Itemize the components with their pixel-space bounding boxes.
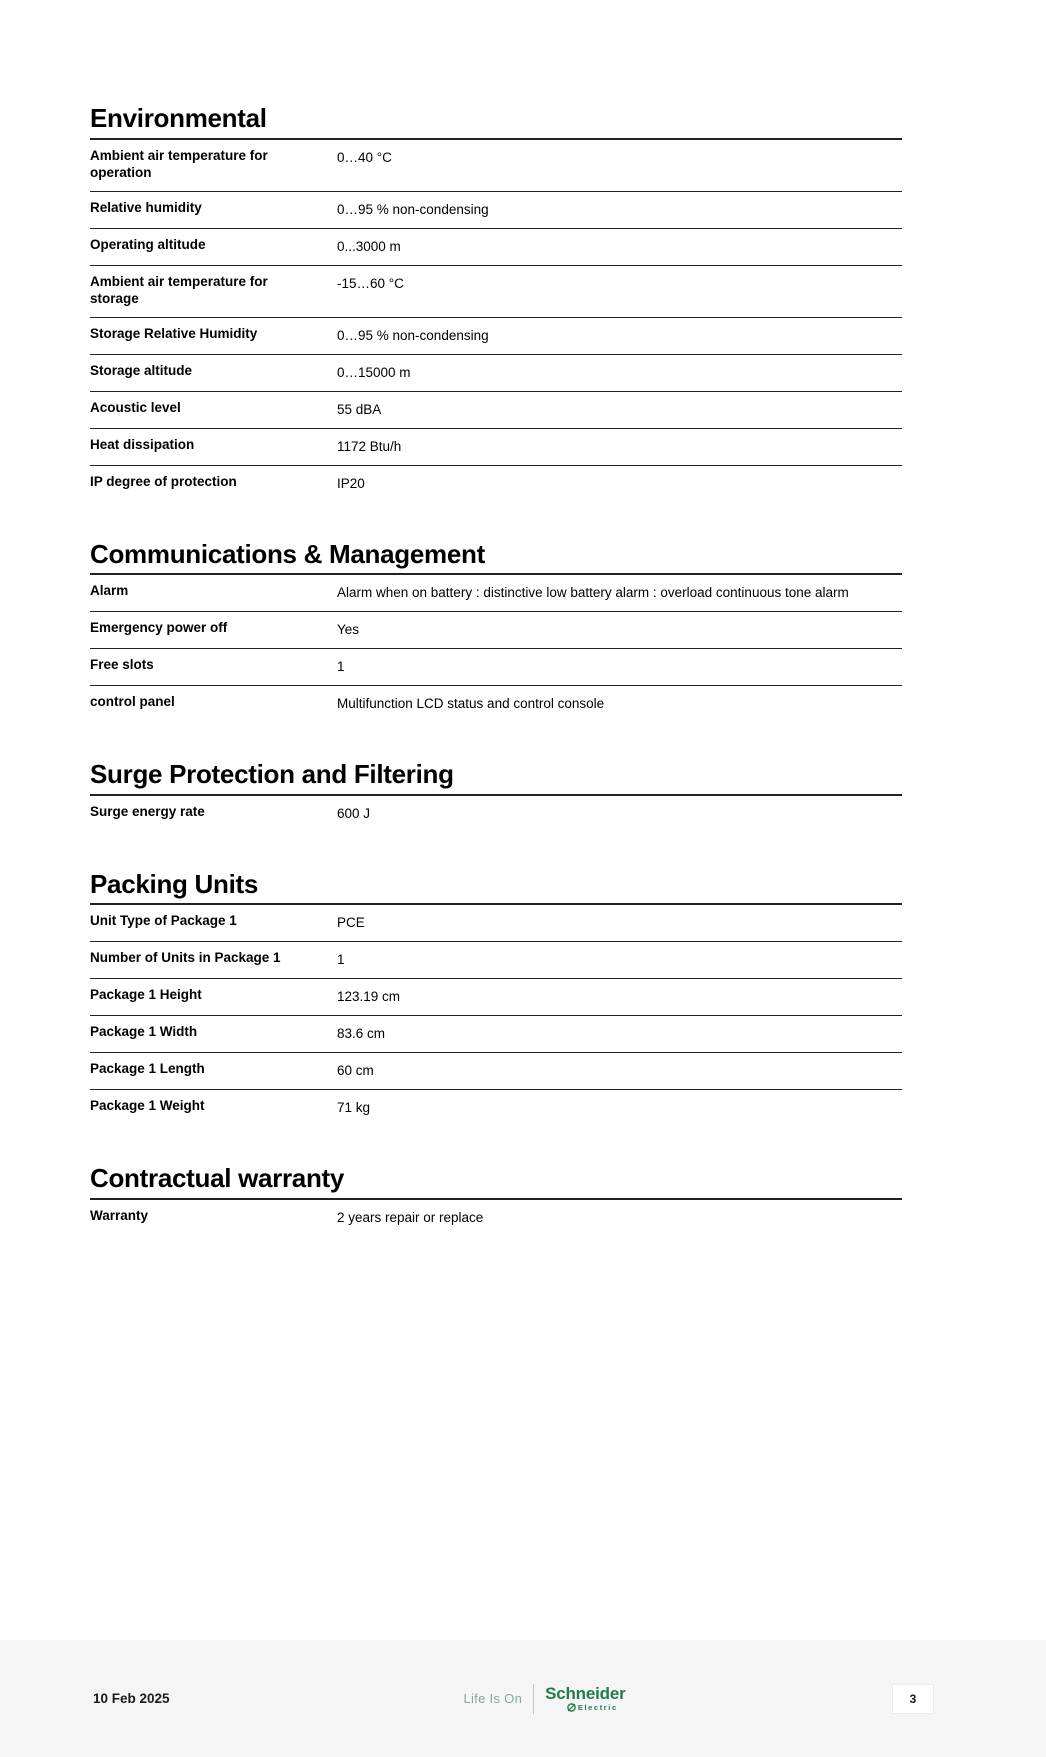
spec-row bbox=[90, 575, 902, 612]
spec-row bbox=[90, 192, 902, 229]
life-is-on-tagline: Life Is On bbox=[463, 1691, 523, 1706]
spec-value: 1172 Btu/h bbox=[337, 438, 402, 454]
spec-row bbox=[90, 1016, 902, 1053]
spec-label: Acoustic level bbox=[90, 399, 181, 415]
spec-value: 0…40 °C bbox=[337, 149, 392, 165]
logo-divider bbox=[533, 1684, 534, 1714]
brand-block bbox=[545, 1685, 625, 1712]
section-rows bbox=[90, 575, 902, 722]
spec-row bbox=[90, 140, 902, 192]
spec-row bbox=[90, 466, 902, 502]
spec-row bbox=[90, 649, 902, 686]
spec-row bbox=[90, 392, 902, 429]
spec-value: IP20 bbox=[337, 475, 365, 491]
spec-label: Surge energy rate bbox=[90, 803, 205, 819]
spec-value: 2 years repair or replace bbox=[337, 1209, 484, 1225]
spec-value: 123.19 cm bbox=[337, 989, 401, 1005]
spec-label: Warranty bbox=[90, 1207, 149, 1223]
section-rows bbox=[90, 1200, 902, 1236]
spec-value: -15…60 °C bbox=[337, 275, 404, 291]
section-title: Contractual warranty bbox=[90, 1164, 902, 1200]
spec-row bbox=[90, 355, 902, 392]
spec-label: Storage altitude bbox=[90, 362, 193, 378]
spec-row bbox=[90, 1200, 902, 1236]
spec-label: Ambient air temperature for operation bbox=[90, 147, 268, 180]
spec-label: Ambient air temperature for storage bbox=[90, 273, 268, 306]
spec-content bbox=[90, 0, 902, 1274]
section-title: Communications & Management bbox=[90, 540, 902, 576]
spec-section bbox=[90, 760, 902, 832]
spec-label: Free slots bbox=[90, 657, 154, 673]
spec-label: Unit Type of Package 1 bbox=[90, 913, 237, 929]
spec-row bbox=[90, 612, 902, 649]
spec-label: Alarm bbox=[90, 583, 129, 599]
section-rows bbox=[90, 796, 902, 832]
spec-value: 600 J bbox=[337, 805, 371, 821]
spec-section bbox=[90, 1164, 902, 1236]
spec-label: Relative humidity bbox=[90, 199, 202, 215]
spec-section bbox=[90, 104, 902, 502]
footer-inner bbox=[0, 1640, 1046, 1757]
schneider-mark-icon bbox=[567, 1703, 576, 1712]
spec-row bbox=[90, 942, 902, 979]
footer-date: 10 Feb 2025 bbox=[93, 1691, 170, 1706]
spec-section bbox=[90, 540, 902, 723]
section-title: Surge Protection and Filtering bbox=[90, 760, 902, 796]
spec-label: Package 1 Length bbox=[90, 1061, 205, 1077]
spec-row bbox=[90, 1090, 902, 1126]
spec-value: PCE bbox=[337, 915, 365, 931]
spec-value: 0…15000 m bbox=[337, 364, 411, 380]
spec-value: 0...3000 m bbox=[337, 238, 401, 254]
spec-value: 1 bbox=[337, 952, 345, 968]
spec-value: Alarm when on battery : distinctive low battery alarm : overload continuous tone alarm bbox=[337, 585, 849, 601]
spec-row bbox=[90, 229, 902, 266]
page-footer bbox=[0, 1640, 1046, 1757]
spec-value: Multifunction LCD status and control console bbox=[337, 696, 605, 712]
brand-sub-text: Electric bbox=[577, 1702, 618, 1712]
spec-label: Number of Units in Package 1 bbox=[90, 950, 281, 966]
spec-value: 0…95 % non-condensing bbox=[337, 327, 489, 343]
spec-section bbox=[90, 870, 902, 1127]
section-title: Environmental bbox=[90, 104, 902, 140]
spec-label: Storage Relative Humidity bbox=[90, 325, 258, 341]
page-number-badge: 3 bbox=[892, 1684, 934, 1714]
spec-row bbox=[90, 266, 902, 318]
section-title: Packing Units bbox=[90, 870, 902, 906]
section-rows bbox=[90, 140, 902, 502]
spec-label: Heat dissipation bbox=[90, 436, 195, 452]
section-rows bbox=[90, 905, 902, 1126]
spec-label: Package 1 Height bbox=[90, 987, 202, 1003]
spec-label: control panel bbox=[90, 694, 175, 710]
spec-row bbox=[90, 905, 902, 942]
spec-label: Emergency power off bbox=[90, 620, 228, 636]
spec-value: 0…95 % non-condensing bbox=[337, 201, 489, 217]
spec-value: 1 bbox=[337, 659, 345, 675]
schneider-electric-logo bbox=[463, 1684, 625, 1714]
spec-label: Operating altitude bbox=[90, 236, 206, 252]
brand-name: Schneider bbox=[545, 1684, 626, 1703]
spec-row bbox=[90, 318, 902, 355]
spec-label: Package 1 Weight bbox=[90, 1098, 205, 1114]
spec-row bbox=[90, 979, 902, 1016]
spec-value: Yes bbox=[337, 622, 360, 638]
brand-sub bbox=[567, 1703, 618, 1712]
spec-row bbox=[90, 429, 902, 466]
spec-label: Package 1 Width bbox=[90, 1024, 198, 1040]
spec-value: 55 dBA bbox=[337, 401, 382, 417]
spec-row bbox=[90, 796, 902, 832]
spec-value: 83.6 cm bbox=[337, 1026, 386, 1042]
spec-row bbox=[90, 686, 902, 722]
spec-label: IP degree of protection bbox=[90, 473, 237, 489]
spec-value: 60 cm bbox=[337, 1063, 374, 1079]
spec-row bbox=[90, 1053, 902, 1090]
spec-value: 71 kg bbox=[337, 1100, 371, 1116]
